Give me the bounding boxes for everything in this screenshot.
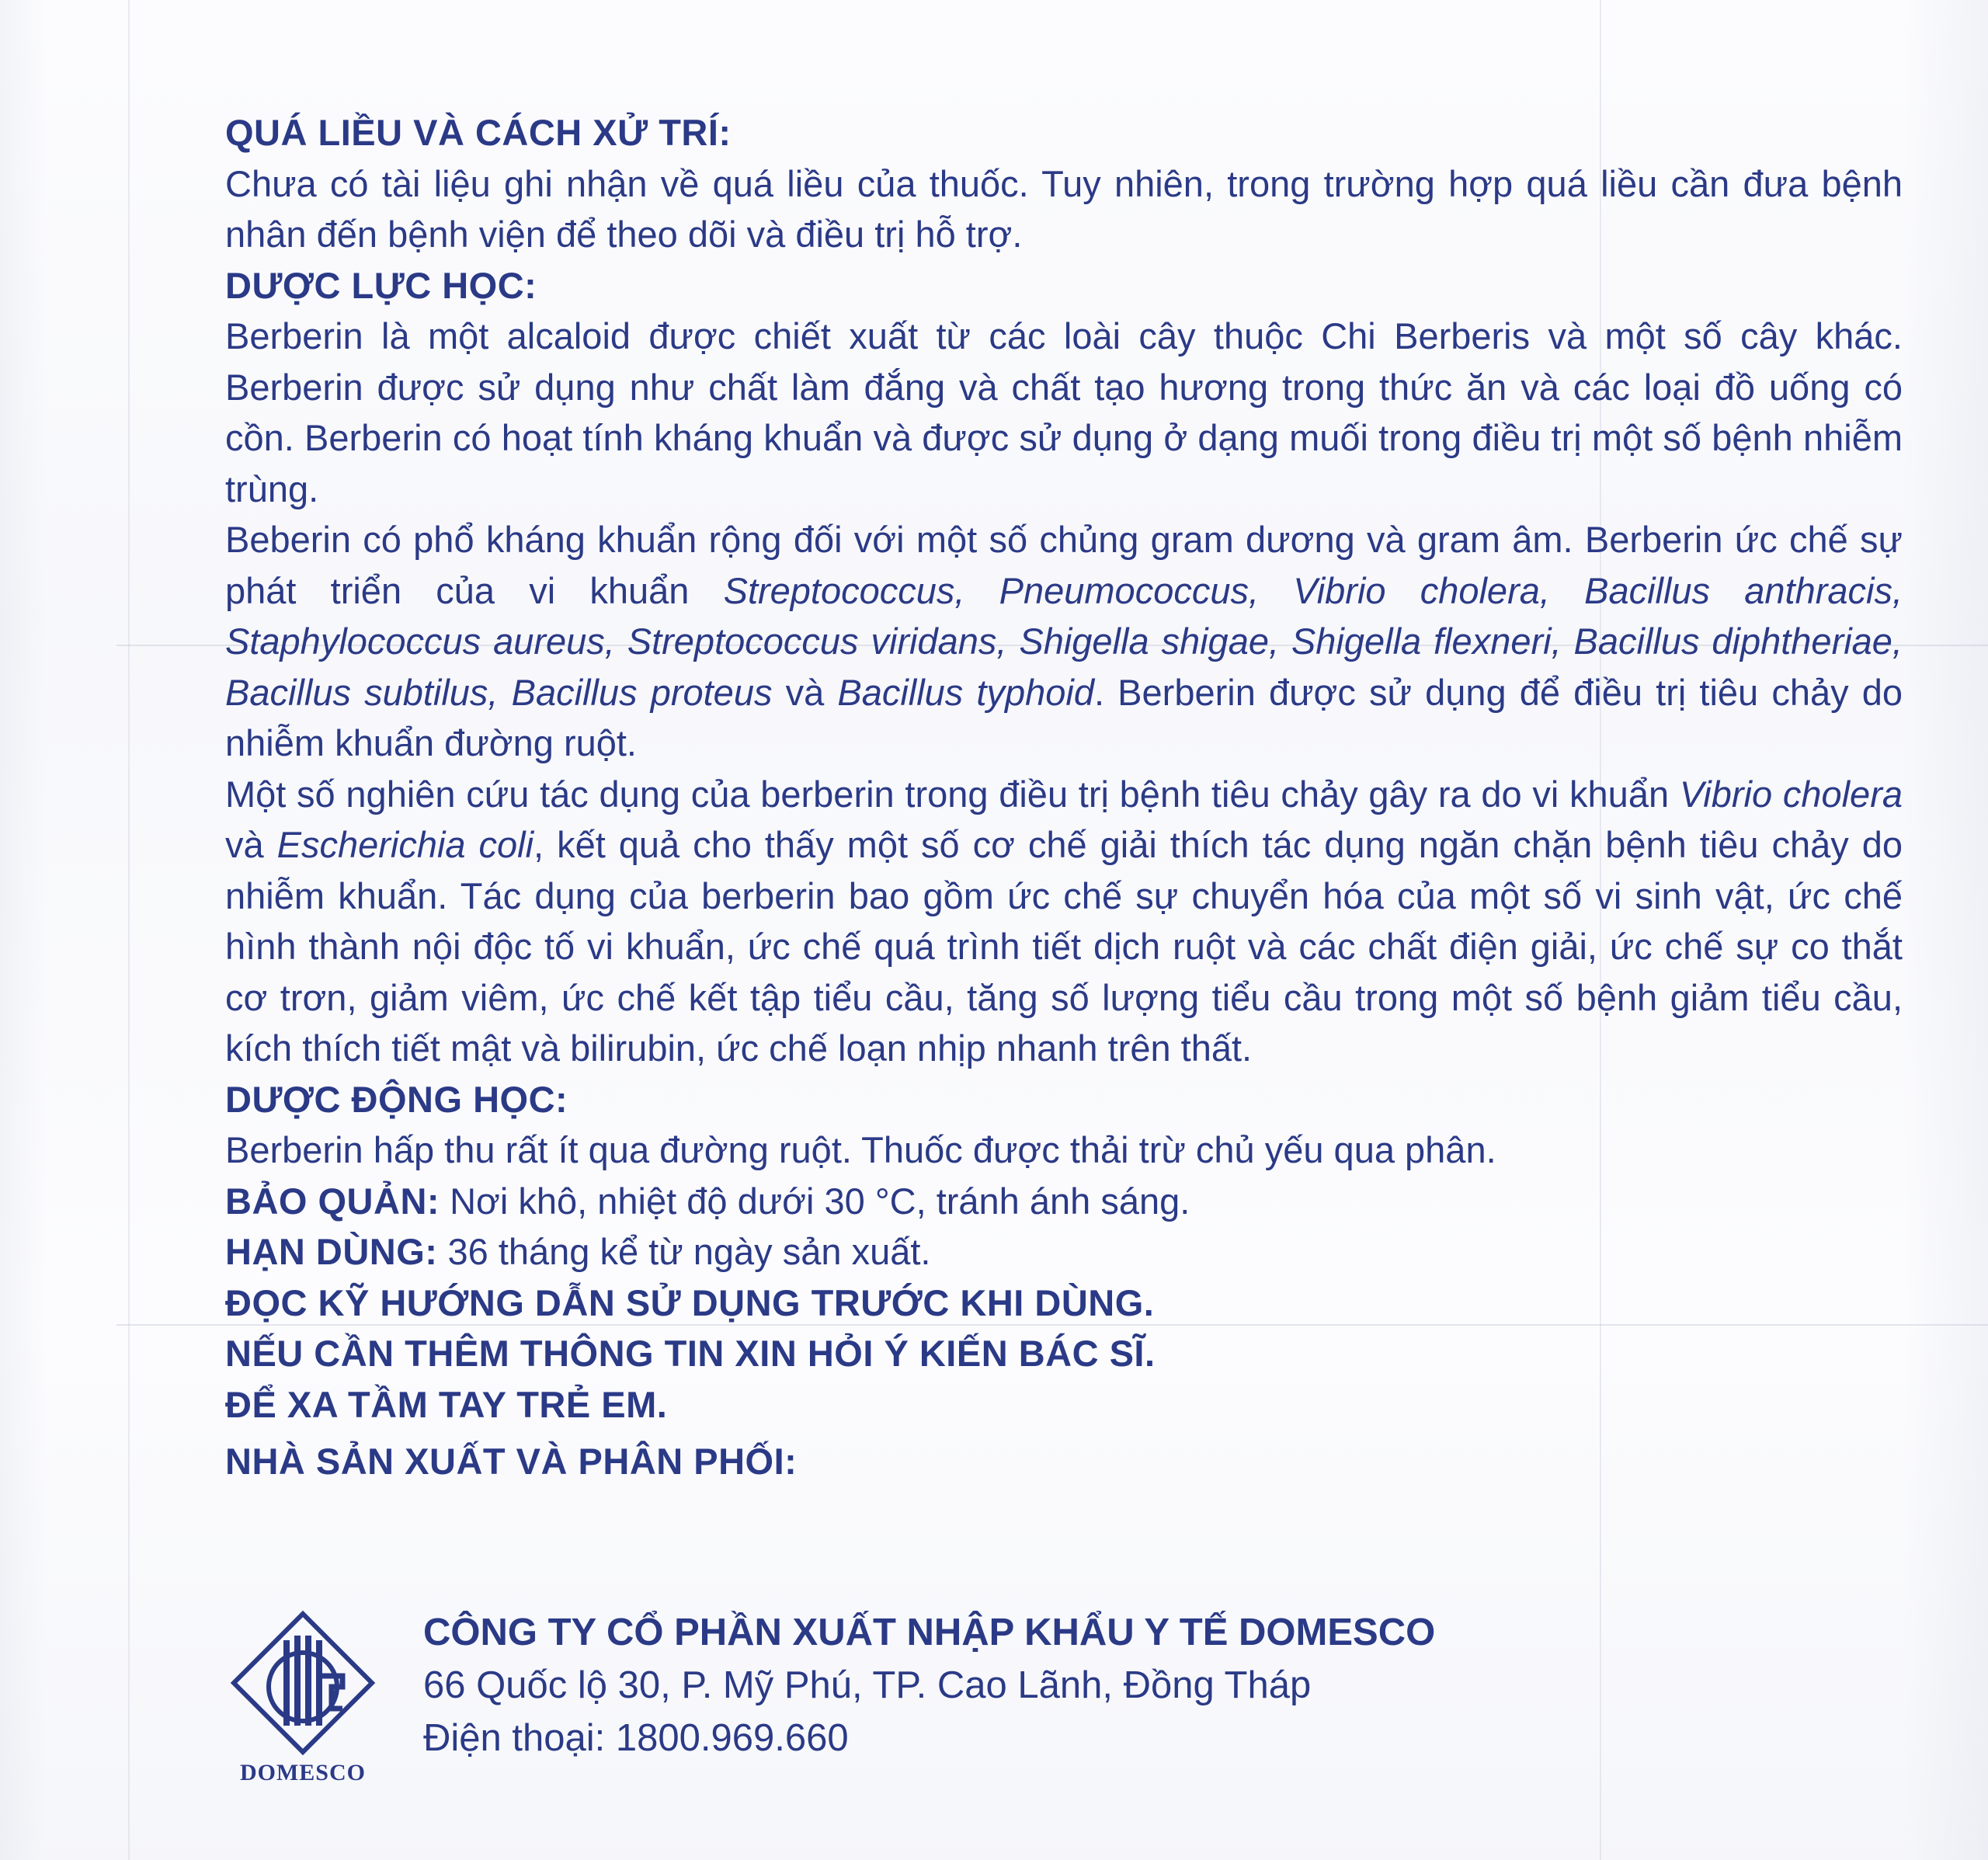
storage-text: Nơi khô, nhiệt độ dưới 30 °C, tránh ánh sáng. — [440, 1180, 1190, 1222]
domesco-logo-icon — [229, 1609, 377, 1757]
pharmacodynamics-paragraph-3: Một số nghiên cứu tác dụng của berberin trong điều trị bệnh tiêu chảy gây ra do vi khuẩn Vibrio cholera và Escherichia coli, kết quả cho thấy một số cơ chế giải thích tác dụng ngăn chặn bệnh tiêu chảy do nhiễm khuẩn. Tác dụng của berberin bao gồm ức chế sự chuyển hóa của một số vi sinh vật, ức chế hình thành nội độc tố vi khuẩn, ức chế quá trình tiết dịch ruột và các chất điện giải, ức chế sự co thắt cơ trơn, giảm viêm, ức chế kết tập tiểu cầu, tăng số lượng tiểu cầu trong một số bệnh giảm tiểu cầu, kích thích tiết mật và bilirubin, ức chế loạn nhịp nhanh trên thất. — [225, 773, 1903, 1069]
bacteria-name: Escherichia coli — [276, 824, 534, 865]
expiry-line — [225, 1226, 1903, 1278]
fold-line — [128, 0, 130, 1860]
pharmacokinetics-text: Berberin hấp thu rất ít qua đường ruột. Thuốc được thải trừ chủ yếu qua phân. — [225, 1129, 1496, 1170]
leaflet-text — [225, 107, 1903, 1487]
warning-read-instructions: ĐỌC KỸ HƯỚNG DẪN SỬ DỤNG TRƯỚC KHI DÙNG. — [225, 1281, 1155, 1323]
bacteria-name: Vibrio cholera — [1679, 773, 1903, 815]
pharmacodynamics-paragraph-2: Beberin có phổ kháng khuẩn rộng đối với một số chủng gram dương và gram âm. Berberin ức chế sự phát triển của vi khuẩn Streptococcus, Pneumococcus, Vibrio cholera, Bacillus anthracis, Staphylococcus aureus, Streptococcus viridans, Shigella shigae, Shigella flexneri, Bacillus diphtheriae, Bacillus subtilus, Bacillus proteus và Bacillus typhoid. Berberin được sử dụng để điều trị tiêu chảy do nhiễm khuẩn đường ruột. — [225, 519, 1903, 763]
expiry-label: HẠN DÙNG: — [225, 1231, 438, 1272]
warning-keep-away-children: ĐỂ XA TẦM TAY TRẺ EM. — [225, 1383, 668, 1425]
bacteria-list: Streptococcus, Pneumococcus, Vibrio cholera, Bacillus anthracis, Staphylococcus aureus, Streptococcus viridans, Shigella shigae, Shigella flexneri, Bacillus diphtheriae, Bacillus subtilus, Bacillus proteus — [225, 569, 1903, 713]
pharmacodynamics-paragraph-1: Berberin là một alcaloid được chiết xuất từ các loài cây thuộc Chi Berberis và một số cây khác. Berberin được sử dụng như chất làm đắng và chất tạo hương trong thức ăn và các loại đồ uống có cồn. Berberin có hoạt tính kháng khuẩn và được sử dụng ở dạng muối trong điều trị một số bệnh nhiễm trùng. — [225, 315, 1903, 509]
company-address: 66 Quốc lộ 30, P. Mỹ Phú, TP. Cao Lãnh, Đồng Tháp — [423, 1664, 1312, 1706]
overdose-heading: QUÁ LIỀU VÀ CÁCH XỬ TRÍ: — [225, 112, 732, 153]
bacteria-name: Bacillus typhoid — [837, 671, 1094, 713]
storage-line — [225, 1176, 1903, 1227]
warning-ask-doctor: NẾU CẦN THÊM THÔNG TIN XIN HỎI Ý KIẾN BÁC SĨ. — [225, 1333, 1156, 1374]
company-name: CÔNG TY CỔ PHẦN XUẤT NHẬP KHẨU Y TẾ DOMESCO — [423, 1611, 1436, 1653]
storage-label: BẢO QUẢN: — [225, 1180, 440, 1222]
domesco-logo — [229, 1609, 377, 1796]
pharmacokinetics-heading: DƯỢC ĐỘNG HỌC: — [225, 1078, 568, 1120]
expiry-text: 36 tháng kể từ ngày sản xuất. — [437, 1231, 931, 1272]
company-phone: Điện thoại: 1800.969.660 — [423, 1717, 849, 1759]
logo-caption: DOMESCO — [239, 1760, 366, 1785]
pharmacodynamics-heading: DƯỢC LỰC HỌC: — [225, 264, 537, 306]
overdose-text: Chưa có tài liệu ghi nhận về quá liều của thuốc. Tuy nhiên, trong trường hợp quá liều cần đưa bệnh nhân đến bệnh viện để theo dõi và điều trị hỗ trợ. — [225, 162, 1903, 255]
company-info — [423, 1606, 1435, 1764]
manufacturer-heading: NHÀ SẢN XUẤT VÀ PHÂN PHỐI: — [225, 1441, 798, 1482]
